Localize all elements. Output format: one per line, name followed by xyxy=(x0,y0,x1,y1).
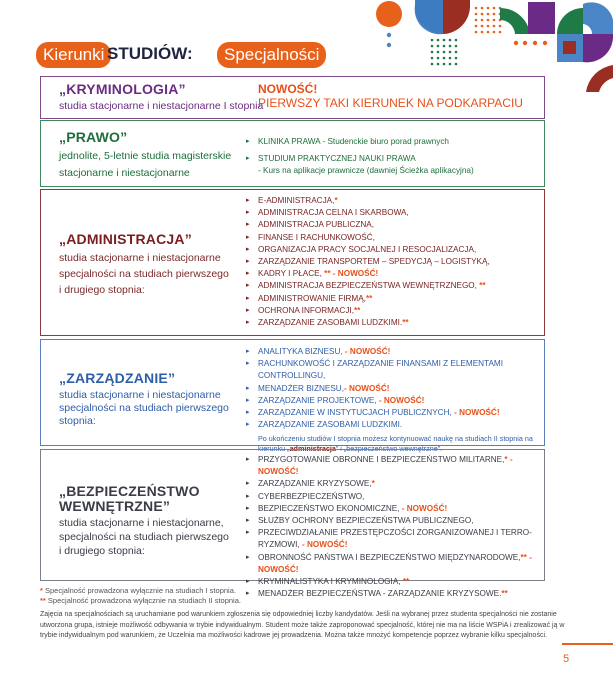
specialty-item: ▸ ZARZĄDZANIE TRANSPORTEM – SPEDYCJĄ – LOGISTYKĄ, xyxy=(246,256,490,268)
bezpieczenstwo-title-line: „BEZPIECZEŃSTWO xyxy=(59,483,200,499)
specialty-item: ▸ OCHRONA INFORMACJI,** xyxy=(246,305,490,317)
zarzadzanie-title: „ZARZĄDZANIE” xyxy=(59,370,176,386)
page-number-rule xyxy=(562,643,613,645)
specialty-item: ▸ MENADŻER BEZPIECZEŃSTWA - ZARZĄDZANIE KRYZYSOWE.** xyxy=(246,588,536,600)
specialty-item: ▸ FINANSE I RACHUNKOWOŚĆ, xyxy=(246,232,490,244)
bezpieczenstwo-subtitle-line: specjalności na studiach pierwszego xyxy=(59,531,229,543)
administracja-subtitle-line: specjalności na studiach pierwszego xyxy=(59,268,229,280)
specialty-item: ▸ OBRONNOŚĆ PAŃSTWA I BEZPIECZEŃSTWO MIĘDZYNARODOWE,** - NOWOŚĆ! xyxy=(246,552,536,576)
new-badge: - NOWOŚĆ! xyxy=(330,269,379,279)
kryminologia-title: „KRYMINOLOGIA” xyxy=(59,81,186,97)
administracja-subtitle-line: studia stacjonarne i niestacjonarne xyxy=(59,252,221,264)
administracja-title: „ADMINISTRACJA” xyxy=(59,231,192,247)
zarzadzanie-subtitle-line: stopnia: xyxy=(59,415,96,427)
specialty-item: ▸ E-ADMINISTRACJA,* xyxy=(246,195,490,207)
specialty-item: ▸ SŁUŻBY OCHRONY BEZPIECZEŃSTWA PUBLICZNEGO, xyxy=(246,515,536,527)
administracja-subtitle-line: i drugiego stopnia: xyxy=(59,284,145,296)
specialty-item: ▸ ADMINISTROWANIE FIRMĄ,** xyxy=(246,293,490,305)
bezpieczenstwo-specialty-list xyxy=(246,454,536,600)
specialty-item: ▸ PRZECIWDZIAŁANIE PRZESTĘPCZOŚCI ZORGANIZOWANEJ I TERRO-RYZMOWI, - NOWOŚĆ! xyxy=(246,527,536,551)
new-badge: - NOWOŚĆ! xyxy=(301,540,348,550)
new-badge: - NOWOŚĆ! xyxy=(258,552,532,574)
specialty-item: ▸ ORGANIZACJA PRACY SOCJALNEJ I RESOCJALIZACJA, xyxy=(246,244,490,256)
prawo-title: „PRAWO” xyxy=(59,129,128,145)
specialty-item: ▸ MENADŻER BIZNESU,- NOWOŚĆ! xyxy=(246,383,536,395)
footnote-marker: ** xyxy=(402,577,410,587)
specjalnosci-pill: Specjalności xyxy=(217,42,326,68)
footnote-marker: * xyxy=(504,455,508,464)
new-badge: - NOWOŚĆ! xyxy=(378,395,425,405)
prawo-subtitle-line: stacjonarne i niestacjonarne xyxy=(59,167,190,179)
specialty-item: ▸ ZARZĄDZANIE ZASOBAMI LUDZKIMI.** xyxy=(246,317,490,329)
specialty-item: ▸ ZARZĄDZANIE PROJEKTOWE, - NOWOŚĆ! xyxy=(246,395,536,407)
new-badge: - NOWOŚĆ! xyxy=(343,383,390,393)
specialty-item: ▸ BEZPIECZEŃSTWO EKONOMICZNE, - NOWOŚĆ! xyxy=(246,503,536,515)
footnote-marker: ** xyxy=(402,318,409,328)
bezpieczenstwo-subtitle-line: studia stacjonarne i niestacjonarne, xyxy=(59,517,224,529)
administracja-specialty-list xyxy=(246,195,490,329)
footnote-marker: ** xyxy=(501,589,508,599)
zarzadzanie-box xyxy=(40,339,545,454)
specialty-item: ▸ STUDIUM PRAKTYCZNEJ NAUKI PRAWA - Kurs na aplikacje prawnicze (dawniej Ścieżka aplikacyjna) xyxy=(246,153,474,177)
footnote-marker: * xyxy=(371,479,375,489)
specialty-item: ▸ KADRY I PŁACE, ** - NOWOŚĆ! xyxy=(246,268,490,280)
studiow-heading: STUDIÓW: xyxy=(107,44,193,63)
footnote: * Specjalność prowadzona wyłącznie na studiach I stopnia. xyxy=(40,586,236,595)
specialty-item: ▸ ZARZĄDZANIE KRYZYSOWE,* xyxy=(246,478,536,490)
specialty-item: ▸ ZARZĄDZANIE ZASOBAMI LUDZKIMI. xyxy=(246,419,536,431)
kryminologia-subtitle: studia stacjonarne i niestacjonarne I stopnia xyxy=(59,100,264,112)
specialty-item: ▸ KRYMINALISTYKA I KRYMINOLOGIA, ** xyxy=(246,576,536,588)
footnote-marker: ** xyxy=(520,552,527,562)
specialty-item: ▸ ADMINISTRACJA CELNA I SKARBOWA, xyxy=(246,207,490,219)
kryminologia-new-label: NOWOŚĆ! xyxy=(258,82,318,96)
specialty-item: ▸ KLINIKA PRAWA - Studenckie biuro porad prawnych xyxy=(246,136,474,148)
kryminologia-first-label: PIERWSZY TAKI KIERUNEK NA PODKARPACIU xyxy=(258,96,523,110)
kierunki-pill: Kierunki xyxy=(36,42,111,68)
footnote-marker: ** xyxy=(353,305,361,315)
zarzadzanie-subtitle-line: studia stacjonarne i niestacjonarne xyxy=(59,389,221,401)
bezpieczenstwo-title-line: WEWNĘTRZNE” xyxy=(59,498,171,514)
zarzadzanie-note: Po ukończeniu studiów I stopnia możesz kontynuować naukę na studiach II stopnia na kierunku „administracja” i „bezpieczeństwo wewnętrzne”. xyxy=(258,434,533,454)
specialty-item: ▸ ZARZĄDZANIE W INSTYTUCJACH PUBLICZNYCH, - NOWOŚĆ! xyxy=(246,407,536,419)
page-number: 5 xyxy=(563,653,570,665)
footnotes xyxy=(40,586,241,606)
footnote: ** Specjalność prowadzona wyłącznie na studiach II stopnia. xyxy=(40,596,241,605)
specialty-item: ▸ PRZYGOTOWANIE OBRONNE I BEZPIECZEŃSTWO MILITARNE,* - NOWOŚĆ! xyxy=(246,454,536,478)
specialty-item: ▸ ADMINISTRACJA PUBLICZNA, xyxy=(246,219,490,231)
footnote-marker: * xyxy=(334,196,338,205)
prawo-box xyxy=(40,120,545,187)
new-badge: - NOWOŚĆ! xyxy=(454,408,500,418)
administracja-box xyxy=(40,189,545,336)
prawo-subtitle-line: jednolite, 5-letnie studia magisterskie xyxy=(59,150,232,162)
page-header xyxy=(0,40,613,70)
footnote-marker: ** xyxy=(324,269,331,279)
zarzadzanie-specialty-list xyxy=(246,346,536,431)
specialty-item: ▸ CYBERBEZPIECZEŃSTWO, xyxy=(246,491,536,503)
specialty-item: ▸ ADMINISTRACJA BEZPIECZEŃSTWA WEWNĘTRZNEGO, ** xyxy=(246,280,490,292)
info-paragraph: Zajęcia na specjalnościach są uruchamiane pod warunkiem zgłoszenia się odpowiedniej liczby kandydatów. Jeśli na wybranej przez studenta specjalności nie zostanie utworzona grupa, istnieje możliwość odbywania w trybie indywidualnym. Student może także zaproponować specjalność, której nie ma na liście WSPiA i zrealizować ją w trybie indywidualnym pod warunkiem, że Uczelnia ma możliwości kadrowe jej prowadzenia. Można także mnożyć kompetencje poprzez wybranie kilku specjalności. xyxy=(40,611,565,639)
specialty-item: ▸ RACHUNKOWOŚĆ I ZARZĄDZANIE FINANSAMI Z ELEMENTAMI CONTROLLINGU, xyxy=(246,358,536,382)
footnote-marker: ** xyxy=(479,281,486,291)
new-badge: - NOWOŚĆ! xyxy=(401,503,448,513)
bezpieczenstwo-subtitle-line: i drugiego stopnia: xyxy=(59,545,145,557)
specialty-item: ▸ ANALITYKA BIZNESU, - NOWOŚĆ! xyxy=(246,346,536,358)
zarzadzanie-subtitle-line: specjalności na studiach pierwszego xyxy=(59,402,229,414)
footnote-marker: ** xyxy=(365,293,373,303)
new-badge: - NOWOŚĆ! xyxy=(344,347,391,356)
new-badge: - NOWOŚĆ! xyxy=(258,455,513,477)
kryminologia-box xyxy=(40,76,545,119)
